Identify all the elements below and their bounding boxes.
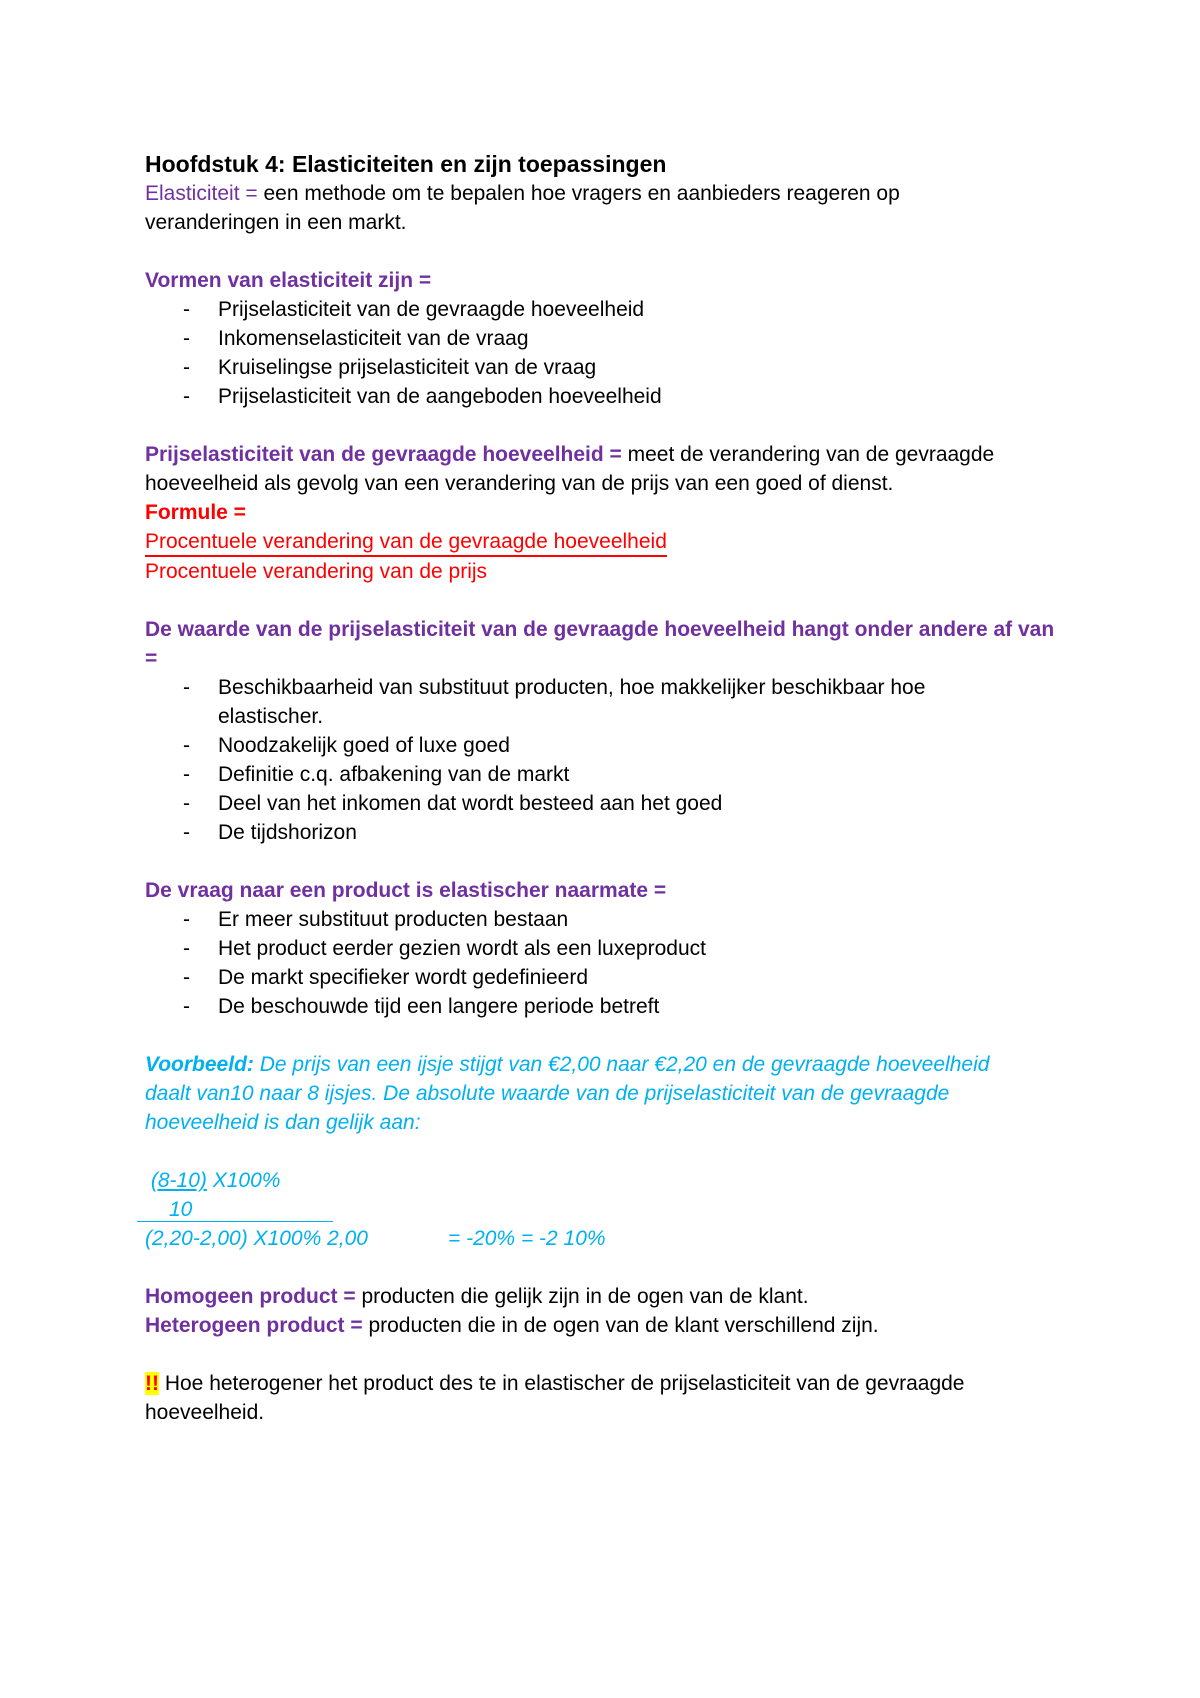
dash-bullet: - [183, 734, 190, 757]
calc-denominator: 10 [169, 1198, 193, 1221]
example-text-line1: De prijs van een ijsje stijgt van €2,00 naar €2,20 en de gevraagde hoeveelheid [253, 1053, 990, 1076]
page-title: Hoofdstuk 4: Elasticiteiten en zijn toepassingen [145, 151, 667, 177]
list-item [145, 353, 1085, 382]
calc-numerator-suffix: X100% [206, 1169, 281, 1192]
list-item [145, 992, 1085, 1021]
list-item [145, 382, 1085, 411]
definition-paragraph [145, 440, 1085, 469]
document-content [145, 150, 1085, 1427]
dash-bullet: - [183, 385, 190, 408]
spacer [145, 411, 1085, 440]
list-item-text: Deel van het inkomen dat wordt besteed aan het goed [218, 792, 723, 815]
forms-heading: Vormen van elasticiteit zijn = [145, 269, 432, 292]
dash-bullet: - [183, 763, 190, 786]
dash-bullet: - [183, 792, 190, 815]
definition-text-line2: hoeveelheid als gevolg van een verandering van de prijs van een goed of dienst. [145, 472, 894, 495]
list-item-continuation: elastischer. [218, 705, 324, 728]
elastic-heading: De vraag naar een product is elastischer naarmate = [145, 879, 667, 902]
dash-bullet: - [183, 995, 190, 1018]
list-item [145, 295, 1085, 324]
example-label: Voorbeeld: [145, 1053, 254, 1076]
formula-label: Formule = [145, 501, 246, 524]
fraction-bar [137, 1221, 333, 1222]
heterogeneous-paragraph [145, 1311, 1085, 1340]
list-item [145, 731, 1085, 760]
list-item [145, 789, 1085, 818]
list-item [145, 760, 1085, 789]
dash-bullet: - [183, 821, 190, 844]
note-text-line1: Hoe heterogener het product des te in elastischer de prijselasticiteit van de gevraagde [159, 1372, 965, 1395]
list-item-text: Het product eerder gezien wordt als een luxeproduct [218, 937, 706, 960]
list-item-text: Definitie c.q. afbakening van de markt [218, 763, 570, 786]
list-item [145, 818, 1085, 847]
spacer [145, 1137, 1085, 1166]
dash-bullet: - [183, 327, 190, 350]
calc-line3-text: (2,20-2,00) X100% 2,00 [145, 1227, 368, 1250]
list-item-text: De tijdshorizon [218, 821, 357, 844]
spacer [145, 1340, 1085, 1369]
intro-term: Elasticiteit = [145, 182, 258, 205]
list-item [145, 963, 1085, 992]
formula-denominator: Procentuele verandering van de prijs [145, 560, 488, 583]
list-item [145, 324, 1085, 353]
spacer [145, 237, 1085, 266]
list-item-text: Prijselasticiteit van de gevraagde hoeveelheid [218, 298, 645, 321]
list-item-text: De markt specifieker wordt gedefinieerd [218, 966, 589, 989]
spacer [145, 586, 1085, 615]
definition-term: Prijselasticiteit van de gevraagde hoeveelheid = [145, 443, 622, 466]
note-paragraph [145, 1369, 1085, 1398]
factors-list [145, 673, 1085, 847]
dash-bullet: - [183, 908, 190, 931]
list-item [145, 905, 1085, 934]
list-item [145, 673, 1085, 731]
factors-heading-line2: = [145, 647, 158, 670]
list-item-text: Er meer substituut producten bestaan [218, 908, 569, 931]
calc-line3 [145, 1224, 1085, 1253]
heterogeneous-text: producten die in de ogen van de klant verschillend zijn. [362, 1314, 879, 1337]
calc-numerator-line [145, 1166, 1085, 1195]
example-paragraph [145, 1050, 1085, 1079]
spacer [145, 1021, 1085, 1050]
example-text-line3: hoeveelheid is dan gelijk aan: [145, 1111, 421, 1134]
forms-list [145, 295, 1085, 411]
dash-bullet: - [183, 356, 190, 379]
spacer [145, 1253, 1085, 1282]
note-text-line2: hoeveelheid. [145, 1401, 265, 1424]
list-item-text: Inkomenselasticiteit van de vraag [218, 327, 529, 350]
note-marker: !! [145, 1372, 159, 1395]
intro-text-line2: veranderingen in een markt. [145, 211, 407, 234]
dash-bullet: - [183, 298, 190, 321]
list-item-text: Prijselasticiteit van de aangeboden hoeveelheid [218, 385, 662, 408]
factors-heading-line1: De waarde van de prijselasticiteit van de gevraagde hoeveelheid hangt onder andere af van [145, 618, 1055, 641]
intro-paragraph [145, 179, 1085, 208]
homogeneous-paragraph [145, 1282, 1085, 1311]
list-item-text: De beschouwde tijd een langere periode betreft [218, 995, 660, 1018]
list-item-text: Kruiselingse prijselasticiteit van de vraag [218, 356, 597, 379]
spacer [145, 847, 1085, 876]
homogeneous-text: producten die gelijk zijn in de ogen van de klant. [355, 1285, 809, 1308]
example-text-line2: daalt van10 naar 8 ijsjes. De absolute waarde van de prijselasticiteit van de gevraagde [145, 1082, 950, 1105]
dash-bullet: - [183, 676, 190, 699]
definition-text-line1: meet de verandering van de gevraagde [621, 443, 995, 466]
calc-denominator-line [145, 1195, 1085, 1224]
formula-numerator: Procentuele verandering van de gevraagde hoeveelheid [145, 528, 667, 557]
list-item-text: Noodzakelijk goed of luxe goed [218, 734, 510, 757]
list-item-text: Beschikbaarheid van substituut producten, hoe makkelijker beschikbaar hoe [218, 676, 926, 699]
formula-numerator-line [145, 527, 1085, 557]
list-item [145, 934, 1085, 963]
intro-text-line1: een methode om te bepalen hoe vragers en aanbieders reageren op [257, 182, 900, 205]
homogeneous-term: Homogeen product = [145, 1285, 356, 1308]
dash-bullet: - [183, 966, 190, 989]
heterogeneous-term: Heterogeen product = [145, 1314, 363, 1337]
calc-numerator: (8-10) [150, 1169, 207, 1192]
dash-bullet: - [183, 937, 190, 960]
calc-result: = -20% = -2 10% [447, 1227, 606, 1250]
elastic-list [145, 905, 1085, 1021]
